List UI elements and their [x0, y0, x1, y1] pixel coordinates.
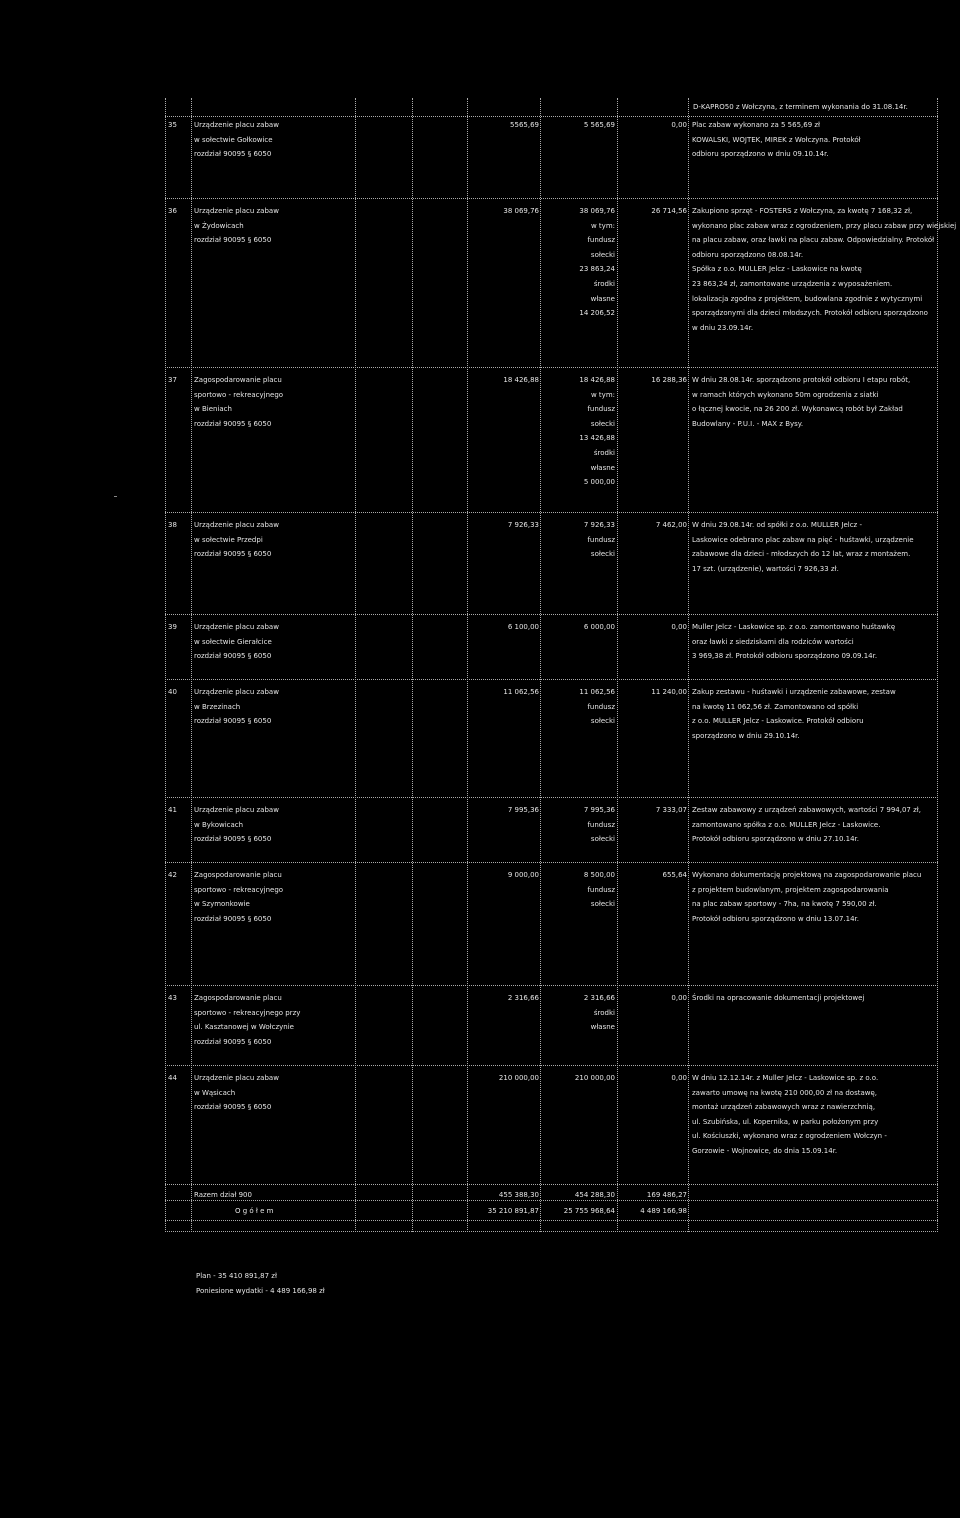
description-line: W dniu 28.08.14r. sporządzono protokół odbioru I etapu robót, — [692, 376, 911, 384]
planned-amount: 7 995,36 — [507, 806, 539, 814]
description-line: 23 863,24 zł, zamontowane urządzenia z wyposażeniem. — [692, 280, 893, 288]
funding-source-line: w tym: — [590, 221, 615, 230]
remaining-amount: 0,00 — [671, 994, 687, 1002]
task-name-line: Urządzenie placu zabaw — [194, 521, 279, 529]
description-line: KOWALSKI, WOJTEK, MIREK z Wołczyna. Protokół — [692, 135, 861, 144]
task-name-line: rozdział 90095 § 6050 — [194, 914, 272, 923]
funding-source-line: fundusz — [587, 535, 615, 544]
description-line: W dniu 29.08.14r. od spółki z o.o. MULLER Jelcz - — [692, 521, 862, 529]
task-name-line: w Wąsicach — [194, 1088, 236, 1097]
task-name-line: sportowo - rekreacyjnego — [194, 390, 284, 399]
plan-note: Plan - 35 410 891,87 zł — [196, 1272, 277, 1280]
description-line: na placu zabaw, oraz ławki na placu zabaw. Odpowiedzialny. Protokół — [692, 236, 935, 245]
funding-source-line: sołecki — [590, 900, 615, 909]
executed-amount: 38 069,76 — [579, 207, 615, 215]
funding-source-line: 23 863,24 — [579, 265, 615, 274]
description-line: ul. Kościuszki, wykonano wraz z ogrodzeniem Wołczyn - — [692, 1132, 887, 1141]
description-line: montaż urządzeń zabawowych wraz z nawierzchnią, — [692, 1103, 876, 1112]
funding-source-line: sołecki — [590, 419, 615, 428]
remaining-amount: 7 462,00 — [655, 521, 687, 529]
row-number: 39 — [168, 623, 177, 631]
description-line: Gorzowie - Wojnowice, do dnia 15.09.14r. — [692, 1147, 838, 1155]
funding-source-line: w tym: — [590, 390, 615, 399]
task-name-line: rozdział 90095 § 6050 — [194, 419, 272, 428]
description-line: z projektem budowlanym, projektem zagospodarowania — [692, 885, 889, 894]
planned-amount: 18 426,88 — [503, 376, 539, 384]
task-name-line: w sołectwie Gierałcice — [194, 637, 272, 646]
funding-source-line: fundusz — [587, 405, 615, 414]
funding-source-line: środki — [593, 449, 615, 457]
description-line: Protokół odbioru sporządzono w dniu 13.07.14r. — [692, 914, 859, 923]
planned-amount: 210 000,00 — [498, 1074, 539, 1082]
description-line: 17 szt. (urządzenie), wartości 7 926,33 zł. — [692, 564, 839, 573]
task-name-line: rozdział 90095 § 6050 — [194, 835, 272, 844]
task-name-line: w Bykowicach — [194, 820, 244, 829]
planned-amount: 6 100,00 — [507, 623, 539, 631]
task-name-line: w Brzezinach — [194, 702, 241, 711]
executed-amount: 5 565,69 — [583, 121, 615, 129]
executed-amount: 18 426,88 — [579, 376, 615, 384]
description-line: w dniu 23.09.14r. — [692, 323, 754, 332]
description-line: Środki na opracowanie dokumentacji projektowej — [692, 994, 865, 1002]
spent-note: Poniesione wydatki - 4 489 166,98 zł — [196, 1287, 325, 1295]
remaining-amount: 7 333,07 — [655, 806, 687, 814]
task-name-line: Urządzenie placu zabaw — [194, 207, 279, 215]
row-number: 40 — [168, 688, 177, 696]
description-line: odbioru sporządzono w dniu 09.10.14r. — [692, 150, 829, 159]
task-name-line: Zagospodarowanie placu — [194, 994, 282, 1002]
task-name-line: rozdział 90095 § 6050 — [194, 236, 272, 245]
description-line: sporządzonymi dla dzieci młodszych. Protokół odbioru sporządzono — [692, 309, 928, 318]
funding-source-line: sołecki — [590, 250, 615, 259]
task-name-line: Urządzenie placu zabaw — [194, 1074, 279, 1082]
task-name-line: rozdział 90095 § 6050 — [194, 652, 272, 661]
planned-amount: 11 062,56 — [503, 688, 539, 696]
description-line: 3 969,38 zł. Protokół odbioru sporządzono 09.09.14r. — [692, 652, 878, 661]
planned-amount: 2 316,66 — [507, 994, 539, 1002]
remaining-amount: 655,64 — [662, 871, 687, 879]
total-plan: 35 210 891,87 — [487, 1207, 539, 1215]
total-label: O g ó ł e m — [235, 1207, 274, 1215]
description-line: odbioru sporządzono 08.08.14r. — [692, 250, 804, 259]
description-line: zabawowe dla dzieci - młodszych do 12 lat, wraz z montażem. — [692, 550, 911, 559]
funding-source-line: fundusz — [587, 885, 615, 894]
description-line: o łącznej kwocie, na 26 200 zł. Wykonawcą robót był Zakład — [692, 405, 903, 414]
task-name-line: Urządzenie placu zabaw — [194, 121, 279, 129]
task-name-line: Zagospodarowanie placu — [194, 871, 282, 879]
executed-amount: 210 000,00 — [574, 1074, 615, 1082]
total-exec: 25 755 968,64 — [563, 1207, 615, 1215]
row-number: 42 — [168, 871, 177, 879]
row-number: 37 — [168, 376, 177, 384]
executed-amount: 7 926,33 — [583, 521, 615, 529]
planned-amount: 38 069,76 — [503, 207, 539, 215]
planned-amount: 9 000,00 — [507, 871, 539, 879]
executed-amount: 7 995,36 — [583, 806, 615, 814]
description-line: sporządzono w dniu 29.10.14r. — [692, 731, 800, 740]
description-line: Spółka z o.o. MULLER Jelcz - Laskowice na kwotę — [692, 265, 862, 274]
description-line: wykonano plac zabaw wraz z ogrodzeniem, przy placu zabaw przy wiejskiej — [692, 221, 957, 230]
description-line: w ramach których wykonano 50m ogrodzenia z siatki — [692, 390, 879, 399]
stray-mark — [114, 496, 117, 497]
task-name-line: w Szymonkowie — [194, 900, 250, 909]
row-number: 44 — [168, 1074, 177, 1082]
description-line: Muller Jelcz - Laskowice sp. z o.o. zamontowano huśtawkę — [692, 623, 896, 631]
task-name-line: ul. Kasztanowej w Wołczynie — [194, 1023, 294, 1032]
task-name-line: sportowo - rekreacyjnego przy — [194, 1008, 301, 1017]
description-line: Plac zabaw wykonano za 5 565,69 zł — [692, 121, 821, 129]
task-name-line: w Żydowicach — [194, 221, 244, 230]
task-name-line: Urządzenie placu zabaw — [194, 806, 279, 814]
description-line: Zakupiono sprzęt - FOSTERS z Wołczyna, za kwotę 7 168,32 zł, — [692, 207, 913, 215]
top-fragment: D-KAPRO50 z Wołczyna, z terminem wykonania do 31.08.14r. — [693, 103, 908, 111]
subtotal-remaining: 169 486,27 — [646, 1191, 687, 1199]
row-number: 38 — [168, 521, 177, 529]
task-name-line: w sołectwie Przedpi — [194, 535, 263, 544]
remaining-amount: 0,00 — [671, 121, 687, 129]
executed-amount: 6 000,00 — [583, 623, 615, 631]
description-line: na plac zabaw sportowy - 7ha, na kwotę 7 590,00 zł. — [692, 900, 877, 909]
funding-source-line: 14 206,52 — [579, 309, 615, 318]
row-number: 41 — [168, 806, 177, 814]
task-name-line: rozdział 90095 § 6050 — [194, 1037, 272, 1046]
total-remaining: 4 489 166,98 — [640, 1207, 687, 1215]
executed-amount: 8 500,00 — [583, 871, 615, 879]
row-number: 43 — [168, 994, 177, 1002]
funding-source-line: sołecki — [590, 550, 615, 559]
remaining-amount: 0,00 — [671, 623, 687, 631]
task-name-line: sportowo - rekreacyjnego — [194, 885, 284, 894]
funding-source-line: własne — [590, 294, 615, 303]
description-line: ul. Szubińska, ul. Kopernika, w parku położonym przy — [692, 1117, 879, 1126]
task-name-line: rozdział 90095 § 6050 — [194, 717, 272, 726]
description-line: na kwotę 11 062,56 zł. Zamontowano od spółki — [692, 702, 859, 711]
funding-source-line: własne — [590, 463, 615, 472]
description-line: Zestaw zabawowy z urządzeń zabawowych, wartości 7 994,07 zł, — [692, 806, 921, 814]
planned-amount: 7 926,33 — [507, 521, 539, 529]
remaining-amount: 26 714,56 — [651, 207, 687, 215]
funding-source-line: fundusz — [587, 820, 615, 829]
subtotal-plan: 455 388,30 — [498, 1191, 539, 1199]
funding-source-line: fundusz — [587, 236, 615, 245]
row-number: 36 — [168, 207, 177, 215]
funding-source-line: sołecki — [590, 835, 615, 844]
task-name-line: rozdział 90095 § 6050 — [194, 550, 272, 559]
task-name-line: Urządzenie placu zabaw — [194, 623, 279, 631]
footer-notes — [196, 1269, 325, 1299]
task-name-line: Zagospodarowanie placu — [194, 376, 282, 384]
remaining-amount: 0,00 — [671, 1074, 687, 1082]
description-line: lokalizacja zgodna z projektem, budowlana zgodnie z wytycznymi — [692, 294, 923, 303]
description-line: Laskowice odebrano plac zabaw na pięć - huśtawki, urządzenie — [692, 535, 914, 544]
executed-amount: 2 316,66 — [583, 994, 615, 1002]
description-line: Budowlany - P.U.I. - MAX z Bysy. — [692, 419, 804, 428]
task-name-line: Urządzenie placu zabaw — [194, 688, 279, 696]
investment-table — [165, 98, 957, 1232]
subtotal-label: Razem dział 900 — [194, 1191, 252, 1199]
funding-source-line: 5 000,00 — [583, 478, 615, 487]
description-line: oraz ławki z siedziskami dla rodziców wartości — [692, 637, 854, 646]
funding-source-line: środki — [593, 280, 615, 288]
funding-source-line: 13 426,88 — [579, 434, 615, 443]
remaining-amount: 16 288,36 — [651, 376, 687, 384]
row-number: 35 — [168, 121, 177, 129]
task-name-line: w Bieniach — [194, 405, 232, 414]
planned-amount: 5565,69 — [510, 121, 539, 129]
funding-source-line: fundusz — [587, 702, 615, 711]
funding-source-line: sołecki — [590, 717, 615, 726]
description-line: zawarto umowę na kwotę 210 000,00 zł na dostawę, — [692, 1088, 878, 1097]
subtotal-exec: 454 288,30 — [574, 1191, 615, 1199]
description-line: zamontowano spółka z o.o. MULLER Jelcz - Laskowice. — [692, 820, 881, 829]
description-line: Wykonano dokumentację projektową na zagospodarowanie placu — [692, 871, 922, 879]
description-line: Zakup zestawu - huśtawki i urządzenie zabawowe, zestaw — [692, 688, 896, 696]
task-name-line: rozdział 90095 § 6050 — [194, 150, 272, 159]
description-line: W dniu 12.12.14r. z Muller Jelcz - Laskowice sp. z o.o. — [692, 1074, 879, 1082]
description-line: z o.o. MULLER Jelcz - Laskowice. Protokół odbioru — [692, 717, 864, 726]
task-name-line: w sołectwie Gołkowice — [194, 135, 273, 144]
funding-source-line: własne — [590, 1023, 615, 1032]
funding-source-line: środki — [593, 1008, 615, 1017]
task-name-line: rozdział 90095 § 6050 — [194, 1103, 272, 1112]
remaining-amount: 11 240,00 — [651, 688, 687, 696]
description-line: Protokół odbioru sporządzono w dniu 27.10.14r. — [692, 835, 859, 844]
executed-amount: 11 062,56 — [579, 688, 615, 696]
